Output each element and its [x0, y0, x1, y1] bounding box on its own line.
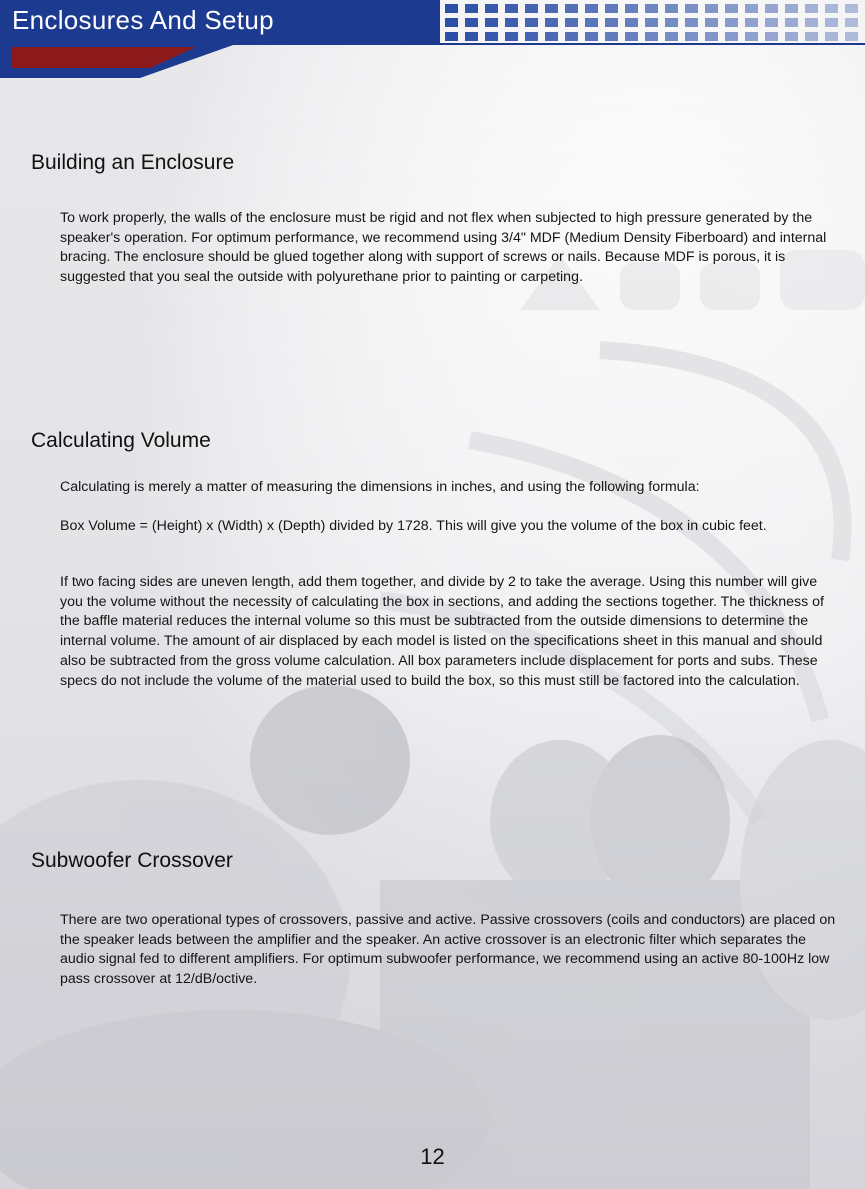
section-paragraph: Box Volume = (Height) x (Width) x (Depth) divided by 1728. This will give you the volume of the box in cubic feet.: [60, 518, 767, 534]
section-heading-subwoofer: Subwoofer Crossover: [31, 849, 233, 872]
section-heading-building: Building an Enclosure: [31, 151, 235, 174]
section-paragraph: To work properly, the walls of the enclosure must be rigid and not flex when subjected to high pressure generated by the speaker's operation. For optimum performance, we recommend using 3/4" MDF (Medium Density Fiberboard) and internal bracing. The enclosure should be glued together along with support of screws or nails. Because MDF is porous, it is suggested that you seal the outside with polyurethane prior to painting or carpeting.: [60, 210, 827, 286]
section-paragraph: If two facing sides are uneven length, add them together, and divide by 2 to take the average. Using this number will give you the volume without the necessity of calculating the box in sections, and adding the sections together. The thickness of the baffle material reduces the internal volume so this must be subtracted from the outside dimensions to determine the internal volume. The amount of air displaced by each model is listed on the specifications sheet in this manual and should also be subtracted from the gross volume calculation. All box parameters include displacement for ports and subs. These specs do not include the volume of the material used to build the box, so this must still be factored into the calculation.: [60, 574, 824, 689]
section-paragraph: Calculating is merely a matter of measuring the dimensions in inches, and using the following formula:: [60, 479, 700, 495]
section-heading-calculating: Calculating Volume: [31, 429, 211, 452]
section-paragraph: There are two operational types of crossovers, passive and active. Passive crossovers (coils and conductors) are placed on the speaker leads between the amplifier and the speaker. An active crossover is an electronic filter which separates the audio signal fed to different amplifiers. For optimum subwoofer performance, we recommend using an active 80-100Hz low pass crossover at 12/dB/octive.: [60, 912, 836, 988]
header-title: Enclosures And Setup: [12, 5, 274, 35]
page-number: 12: [420, 1144, 445, 1169]
